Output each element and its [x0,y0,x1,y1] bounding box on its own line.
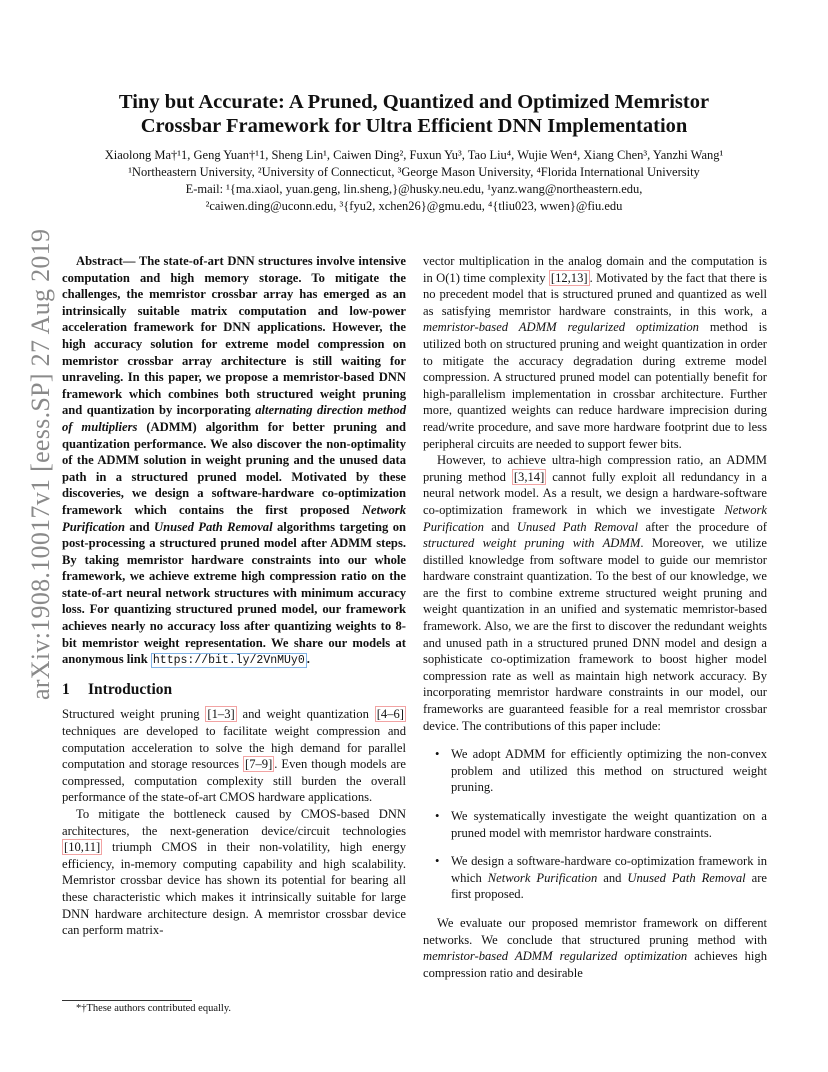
title-line-2: Crossbar Framework for Ultra Efficient DNN Implementation [140,115,688,137]
citation-link[interactable]: [12,13] [550,270,588,285]
left-column [62,253,406,939]
arxiv-identifier-text: arXiv:1908.10017v1 [eess.SP] 27 Aug 2019 [26,228,55,700]
paragraph-text: Structured weight pruning [62,707,206,722]
author-block [40,147,788,215]
emphasis-text: Network Purification [487,870,598,885]
abstract-text: (ADMM) algorithm for better pruning and quantization performance. We also discover the non-optimality of the ADMM solution in weight pruning and the unused data path in a structured pruned model. Motivated by these discoveries, we design a software-hardware co-optimization framework which contains the first proposed [62,419,406,517]
author-list: Xiaolong Ma†¹1, Geng Yuan†¹1, Sheng Lin¹, Caiwen Ding², Fuxun Yu³, Tao Liu⁴, Wujie Wen⁴, Xiang Chen³, Yanzhi Wang¹ [104,148,724,162]
paragraph-text: method is utilized both on structured pruning and weight quantization in order to mitigate the accuracy degradation during extreme model compression. A structured pruned model can potentially benefit for high-parallelism implementation in crossbar architecture. Further more, quantized weights can reduce hardware imprecision during read/write procedure, and save more hardware footprint due to less peripheral circuits are needed to support fewer bits. [423,320,767,451]
footnote-divider [62,1000,192,1001]
right-paragraph-2 [423,452,767,734]
paragraph-text: and [483,519,517,534]
section-heading-introduction [62,682,406,699]
title-line-1: Tiny but Accurate: A Pruned, Quantized and Optimized Memristor [118,91,710,113]
abstract-admm-term: alternating direction method of multipliers [62,403,406,434]
footnote: *†These authors contributed equally. [76,1003,232,1014]
list-item-text: We design a software-hardware co-optimization framework in which [451,854,767,885]
abstract-unused-path-removal-term: Unused Path Removal [154,519,273,534]
contributions-list [423,746,767,903]
paragraph-text: vector multiplication in the analog domain and the computation is in O(1) time complexity [423,254,767,285]
abstract-text: Abstract— The state-of-art DNN structures involve intensive computation and high memory storage. To mitigate the challenges, the memristor crossbar array has emerged as an intrinsically suitable matrix computation and low-power acceleration framework for DNN applications. However, the high accuracy solution for extreme model compression on memristor crossbar array architecture is still waiting for unraveling. In this paper, we propose a memristor-based DNN framework which combines both structured weight pruning and quantization by incorporating [62,254,406,418]
paragraph-text: . Moreover, we utilize distilled knowledge from software model to guide our memristor hardware constraint quantization. To the best of our knowledge, we are the first to combine extreme structured weight pruning and weight quantization in an unified and systematic memristor-based framework. Also, we are the first to discover the redundant weights and unused path in a structured pruned DNN model and design a sophisticate co-optimization framework to boost higher model compression rate as well as maintain high network accuracy. By incorporating memristor hardware constraints in our model, our frameworks are guaranteed feasible for a real memristor crossbar device. The contributions of this paper include: [423,536,767,733]
paragraph-text: However, to achieve ultra-high compression ratio, an ADMM pruning method [423,453,767,484]
paragraph-text: after the procedure of [638,519,767,534]
intro-paragraph-2 [62,806,406,939]
emphasis-text: Unused Path Removal [627,870,746,885]
abstract-text: . [306,652,310,667]
paragraph-text: triumph CMOS in their non-volatility, high energy efficiency, in-memory computing capability and high scalability. Memristor crossbar device has shown its potential for bearing all these characteristic which makes it intrinsically suitable for large DNN hardware architecture design. A memristor crossbar device can perform matrix- [62,840,406,938]
abstract [62,253,406,670]
emphasis-text: memristor-based ADMM regularized optimization [423,949,688,964]
emphasis-text: Network Purification [423,502,767,534]
paragraph-text: To mitigate the bottleneck caused by CMOS-based DNN architectures, the next-generation device/circuit technologies [62,807,406,838]
intro-paragraph-1 [62,706,406,806]
abstract-network-purification-term: Network Purification [62,502,406,534]
abstract-text: algorithms targeting on post-processing a structured pruned model after ADMM steps. By taking memristor hardware constraints into our whole framework, we achieve extreme high compression ratio on the state-of-art neural network structures with minimum accuracy loss. For quantizing structured pruned model, our framework achieves nearly no accuracy loss after quantizing weights to 8-bit memristor weight representation. We share our models at anonymous link [62,519,406,667]
list-item-text: and [597,870,628,885]
paragraph-text: . Motivated by the fact that there is no precedent model that is structured pruned and quantized as well as satisfying memristor hardware constraints, in this work, a [423,270,768,318]
emphasis-text: structured weight pruning with ADMM [423,536,641,551]
list-item-text: are first proposed. [451,870,767,902]
citation-link[interactable]: [4–6] [376,707,404,722]
emphasis-text: memristor-based ADMM regularized optimization [423,320,699,335]
email-line-2: ²caiwen.ding@uconn.edu, ³{fyu2, xchen26}@gmu.edu, ⁴{tliu023, wwen}@fiu.edu [205,199,623,213]
list-item [423,853,767,903]
paragraph-text: We evaluate our proposed memristor framework on different networks. We conclude that structured pruning method with [423,915,767,947]
paper-title [40,90,788,138]
paragraph-text: cannot fully exploit all redundancy in a neural network model. As a result, we design a hardware-software co-optimization framework in which we investigate [423,469,767,517]
paragraph-text: and weight quantization [236,707,375,722]
section-number: 1 [62,680,70,698]
email-line-1: E-mail: ¹{ma.xiaol, yuan.geng, lin.sheng,}@husky.neu.edu, ¹yanz.wang@northeastern.edu, [185,182,643,196]
citation-link[interactable]: [7–9] [245,757,273,772]
citation-link[interactable]: [3,14] [513,469,545,484]
abstract-text: and [124,519,155,534]
citation-link[interactable]: [10,11] [64,840,101,855]
paragraph-text: achieves high compression ratio and desirable [423,949,767,980]
list-item: • We adopt ADMM for efficiently optimizing the non-convex problem and utilized this method on structured weight pruning. [423,746,767,796]
right-column [423,253,767,981]
emphasis-text: Unused Path Removal [516,519,639,534]
list-item: • We systematically investigate the weight quantization on a pruned model with memristor hardware constraints. [423,808,767,841]
right-paragraph-1 [423,253,767,452]
section-title: Introduction [88,680,173,698]
citation-link[interactable]: [1–3] [207,707,235,722]
right-paragraph-3 [423,915,767,981]
paragraph-text: . Even though models are compressed, computation complexity still burden the overall performance of the state-of-art CMOS hardware applications. [62,757,407,805]
model-link[interactable]: https://bit.ly/2VnMUy0 [152,654,305,668]
paragraph-text: techniques are developed to facilitate weight compression and computation acceleration to solve the high demand for parallel computation and storage resources [62,724,406,772]
arxiv-identifier-sidebar [12,228,58,700]
affiliations: ¹Northeastern University, ²University of Connecticut, ³George Mason University, ⁴Florida International University [128,165,700,179]
